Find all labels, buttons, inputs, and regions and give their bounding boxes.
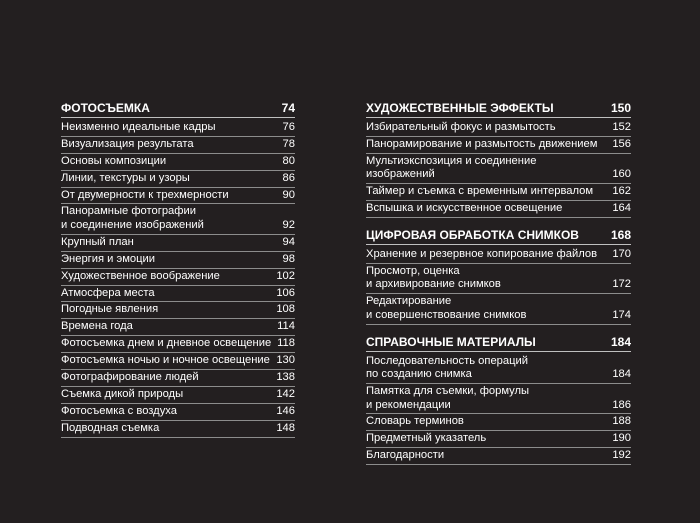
- entry-page: 80: [282, 154, 295, 167]
- entry-title: Мультиэкспозиция и соединение изображений: [366, 154, 537, 181]
- toc-section-header: [366, 228, 631, 245]
- entry-title: Энергия и эмоции: [61, 252, 156, 265]
- toc-entry: [366, 294, 631, 324]
- toc-left-column: [61, 101, 295, 438]
- toc-entry: [366, 431, 631, 448]
- entry-title: Просмотр, оценка и архивирование снимков: [366, 264, 501, 291]
- entry-page: 90: [282, 188, 295, 201]
- entry-title: Панорамирование и размытость движением: [366, 137, 598, 150]
- entry-page: 156: [612, 137, 631, 150]
- entry-title: Фотосъемка ночью и ночное освещение: [61, 354, 270, 367]
- entry-page: 94: [282, 235, 295, 248]
- toc-entry: [366, 137, 631, 154]
- toc-section-header: [366, 335, 631, 352]
- toc-entry: [61, 137, 295, 154]
- section-title: ХУДОЖЕСТВЕННЫЕ ЭФФЕКТЫ: [366, 101, 554, 115]
- entry-page: 172: [612, 278, 631, 291]
- entry-title: Визуализация результата: [61, 137, 194, 150]
- entry-title: Художественное воображение: [61, 269, 220, 282]
- toc-entry: [366, 264, 631, 294]
- entry-title: Редактирование и совершенствование снимков: [366, 295, 527, 321]
- entry-page: 106: [276, 286, 295, 299]
- entry-page: 92: [282, 218, 295, 231]
- entry-title: Фотосъемка днем и дневное освещение: [61, 337, 272, 350]
- entry-page: 86: [282, 171, 295, 184]
- toc-entry: [366, 184, 631, 201]
- section-title: СПРАВОЧНЫЕ МАТЕРИАЛЫ: [366, 334, 536, 349]
- toc-entry: [61, 353, 295, 370]
- toc-entry: [61, 252, 295, 269]
- entry-title: Фотографирование людей: [61, 370, 199, 383]
- entry-page: 188: [612, 415, 631, 428]
- entry-title: Благодарности: [366, 449, 445, 462]
- toc-entry: [61, 154, 295, 171]
- entry-title: Подводная съемка: [61, 421, 160, 434]
- entry-title: Последовательность операций по созданию снимка: [366, 354, 529, 381]
- toc-entry: [61, 286, 295, 303]
- entry-title: Времена года: [61, 320, 133, 333]
- toc-entry: [61, 319, 295, 336]
- entry-page: 170: [612, 247, 631, 260]
- entry-title: Словарь терминов: [366, 415, 464, 428]
- toc-entry: [61, 404, 295, 421]
- entry-page: 160: [612, 168, 631, 181]
- entry-title: Избирательный фокус и размытость: [366, 121, 556, 133]
- section-page: 150: [610, 101, 631, 115]
- toc-entry: [61, 171, 295, 188]
- entry-page: 114: [277, 320, 295, 333]
- toc-entry: [366, 414, 631, 431]
- toc-entry: [366, 201, 631, 218]
- entry-page: 186: [612, 398, 631, 411]
- entry-page: 190: [612, 432, 631, 445]
- toc-right-column: [366, 101, 631, 465]
- section-page: 168: [610, 227, 631, 242]
- toc-entry: [61, 120, 295, 137]
- entry-title: Панорамные фотографии и соединение изображений: [61, 205, 204, 231]
- section-title: ФОТОСЪЕМКА: [61, 101, 150, 115]
- section-page: 184: [610, 334, 631, 349]
- entry-title: Основы композиции: [61, 154, 167, 167]
- entry-title: Вспышка и искусственное освещение: [366, 202, 563, 215]
- entry-page: 102: [276, 269, 295, 282]
- entry-page: 78: [282, 137, 295, 150]
- entry-page: 118: [277, 337, 295, 350]
- section-page: 74: [281, 101, 295, 115]
- entry-page: 184: [612, 368, 631, 381]
- entry-page: 98: [282, 252, 295, 265]
- entry-title: Неизменно идеальные кадры: [61, 121, 216, 133]
- toc-entry: [366, 120, 631, 137]
- entry-page: 162: [612, 185, 631, 198]
- toc-entry: [366, 448, 631, 465]
- entry-page: 130: [276, 354, 295, 367]
- toc-entry: [366, 354, 631, 384]
- toc-section-header: [61, 101, 295, 118]
- toc-entry: [61, 204, 295, 234]
- entry-page: 108: [276, 303, 295, 316]
- section-title: ЦИФРОВАЯ ОБРАБОТКА СНИМКОВ: [366, 227, 579, 242]
- entry-title: Атмосфера места: [61, 286, 155, 299]
- entry-title: Погодные явления: [61, 303, 159, 316]
- toc-entry: [61, 188, 295, 205]
- toc-section-header: [366, 101, 631, 118]
- toc-entry: [366, 384, 631, 414]
- entry-title: Предметный указатель: [366, 432, 487, 445]
- toc-entry: [61, 235, 295, 252]
- entry-page: 142: [276, 387, 295, 400]
- entry-page: 138: [276, 370, 295, 383]
- entry-page: 152: [612, 121, 631, 133]
- entry-title: Съемка дикой природы: [61, 387, 184, 400]
- entry-page: 164: [612, 202, 631, 215]
- entry-page: 174: [612, 308, 631, 321]
- entry-page: 146: [276, 404, 295, 417]
- toc-entry: [61, 370, 295, 387]
- entry-page: 148: [276, 421, 295, 434]
- entry-title: Таймер и съемка с временным интервалом: [366, 185, 594, 198]
- toc-entry: [61, 302, 295, 319]
- toc-entry: [61, 269, 295, 286]
- toc-entry: [61, 387, 295, 404]
- toc-entry: [366, 154, 631, 184]
- entry-title: От двумерности к трехмерности: [61, 188, 229, 201]
- entry-title: Хранение и резервное копирование файлов: [366, 247, 598, 260]
- entry-title: Линии, текстуры и узоры: [61, 171, 190, 184]
- entry-title: Памятка для съемки, формулы и рекомендации: [366, 385, 530, 411]
- entry-page: 76: [282, 121, 295, 133]
- toc-entry: [366, 247, 631, 264]
- entry-page: 192: [612, 449, 631, 462]
- entry-title: Крупный план: [61, 235, 134, 248]
- entry-title: Фотосъемка с воздуха: [61, 404, 177, 417]
- toc-entry: [61, 336, 295, 353]
- toc-entry: [61, 421, 295, 438]
